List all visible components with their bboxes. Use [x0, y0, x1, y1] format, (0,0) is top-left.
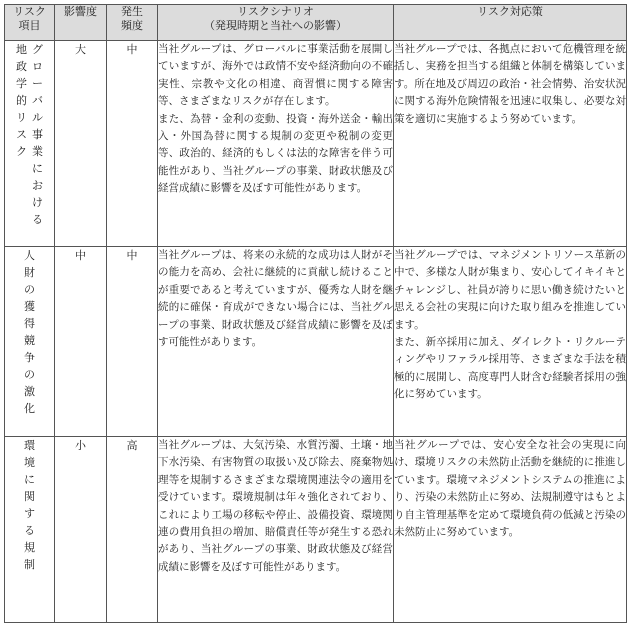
scenario-paragraph: 当社グループは、グローバルに事業活動を展開していますが、海外では政情不安や経済動向の不確実性、宗教や文化の相違、商習慣に関する障害等、さまざまなリスクが存在します。 [158, 43, 393, 108]
header-item: リスク 項目 [5, 5, 55, 41]
response-paragraph: また、新卒採用に加え、ダイレクト・リクルーティングやリファラル採用等、さまざまな手法を積極的に展開し、高度専門人財含む経験者採用の強化に努めています。 [394, 336, 626, 401]
scenario-paragraph: また、為替・金利の変動、投資・海外送金・輸出入・外国為替に関する規制の変更や税制の変更等、政治的、経済的もしくは法的な障害を伴う可能性があり、当社グループの事業、財政状態及び経営成績に影響を及ぼす可能性があります。 [158, 112, 393, 195]
scenario-paragraph: 当社グループは、将来の永続的な成功は人財がその能力を高め、会社に継続的に貢献し続けることが重要であると考えていますが、優秀な人財を継続的に確保・育成ができない場合には、当社グループの事業、財政状態及び経営成績に影響を及ぼす可能性があります。 [158, 249, 393, 349]
header-impact: 影響度 [55, 5, 107, 41]
risk-scenario [158, 437, 394, 623]
risk-impact: 大 [55, 41, 107, 247]
response-paragraph: 当社グループでは、各拠点において危機管理を統括し、実務を担当する組織と体制を構築しています。所在地及び周辺の政治・社会情勢、治安状況に関する海外危険情報を迅速に収集し、必要な対策を適切に実施するよう努めています。 [394, 43, 626, 125]
header-response: リスク対応策 [394, 5, 627, 41]
risk-response [394, 41, 627, 247]
risk-item-text: 環境に関する規制 [24, 439, 35, 571]
risk-scenario [158, 247, 394, 437]
risk-item [5, 41, 55, 247]
response-paragraph: 当社グループでは、安心安全な社会の実現に向け、環境リスクの未然防止活動を継続的に推進しています。環境マネジメントシステムの推進により、汚染の未然防止に努め、法規制遵守はもとより自主管理基準を定めて環境負荷の低減と汚染の未然防止に努めています。 [394, 439, 626, 539]
risk-response [394, 437, 627, 623]
risk-item-text: 地政学的リスク [16, 43, 27, 158]
risk-item [5, 437, 55, 623]
risk-frequency: 中 [107, 247, 158, 437]
risk-item-text: 人財の獲得競争の激化 [24, 249, 35, 415]
risk-table [4, 4, 627, 623]
response-paragraph: 当社グループでは、マネジメントリソース革新の中で、多様な人財が集まり、安心してイキイキとチャレンジし、社員が誇りに思い働き続けたいと思える会社の実現に向けた取り組みを推進しています。 [394, 249, 626, 331]
header-frequency: 発生 頻度 [107, 5, 158, 41]
header-row [5, 5, 627, 41]
risk-response [394, 247, 627, 437]
risk-frequency: 中 [107, 41, 158, 247]
risk-row [5, 247, 627, 437]
header-scenario: リスクシナリオ （発現時期と当社への影響） [158, 5, 394, 41]
scenario-paragraph: 当社グループは、大気汚染、水質汚濁、土壌・地下水汚染、有害物質の取扱い及び除去、廃棄物処理等を規制するさまざまな環境関連法令の適用を受けています。環境規制は年々強化されており、これにより工場の移転や停止、設備投資、環境関連の費用負担の増加、賠償責任等が発生する恐れがあり、当社グループの事業、財政状態及び経営成績に影響を及ぼす可能性があります。 [158, 439, 393, 573]
risk-impact: 中 [55, 247, 107, 437]
risk-item [5, 247, 55, 437]
risk-item-text: グローバル事業における [32, 43, 43, 226]
risk-frequency: 高 [107, 437, 158, 623]
risk-impact: 小 [55, 437, 107, 623]
risk-row [5, 41, 627, 247]
risk-row [5, 437, 627, 623]
risk-scenario [158, 41, 394, 247]
